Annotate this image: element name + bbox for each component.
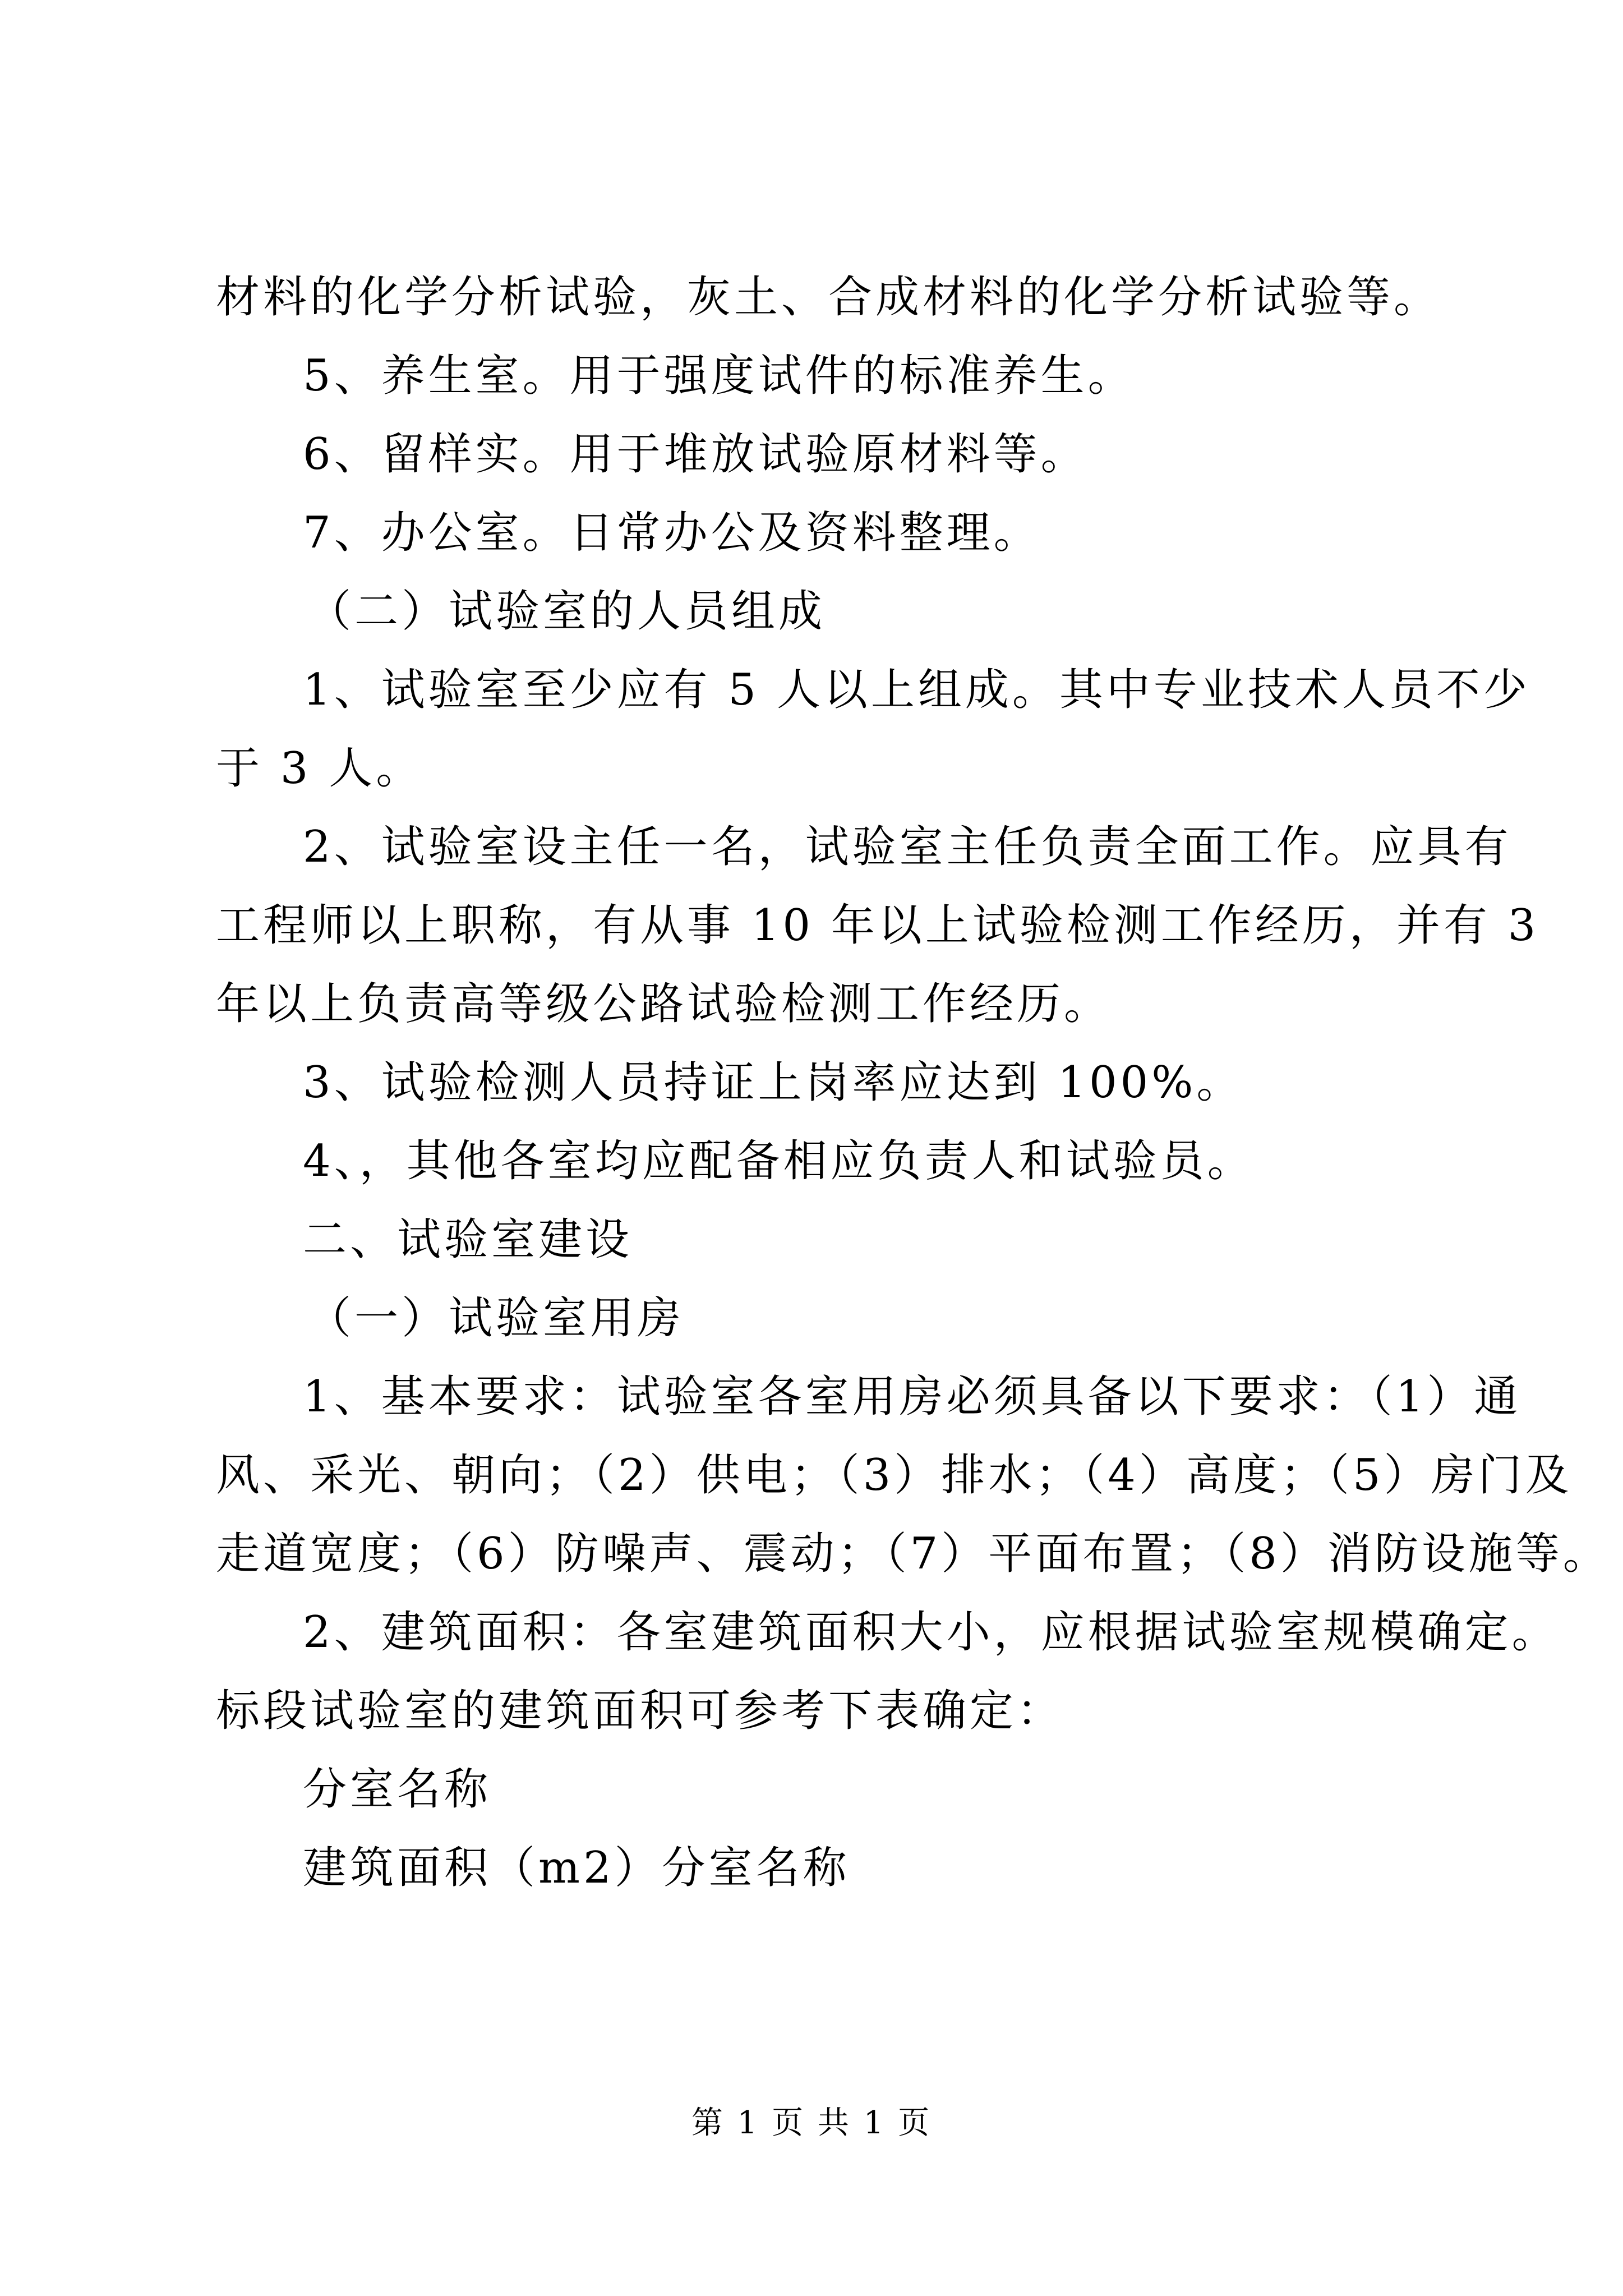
text-line-9: 工程师以上职称，有从事 10 年以上试验检测工作经历，并有 3 [216, 900, 1539, 951]
text-line-3: 6、留样实。用于堆放试验原材料等。 [303, 429, 1088, 480]
text-line-6: 1、试验室至少应有 5 人以上组成。其中专业技术人员不少 [303, 665, 1530, 715]
page-number-footer: 第 1 页 共 1 页 [691, 2105, 932, 2141]
text-line-12: 4、，其他各室均应配备相应负责人和试验员。 [303, 1136, 1255, 1186]
text-line-2: 5、养生室。用于强度试件的标准养生。 [303, 351, 1135, 401]
text-line-19: 标段试验室的建筑面积可参考下表确定： [216, 1686, 1064, 1736]
text-line-16: 风、采光、朝向；（2）供电；（3）排水；（4）高度；（5）房门及 [216, 1450, 1573, 1501]
section-heading-rooms: （一）试验室用房 [307, 1293, 685, 1343]
section-heading-personnel: （二）试验室的人员组成 [307, 586, 826, 637]
text-line-10: 年以上负责高等级公路试验检测工作经历。 [216, 979, 1112, 1029]
text-line-7: 于 3 人。 [216, 743, 423, 794]
text-line-1: 材料的化学分析试验，灰土、合成材料的化学分析试验等。 [216, 272, 1441, 323]
table-label-room-name: 分室名称 [303, 1764, 492, 1815]
text-line-15: 1、基本要求：试验室各室用房必须具备以下要求：（1）通 [303, 1372, 1521, 1422]
table-label-area: 建筑面积（m2）分室名称 [303, 1843, 850, 1893]
text-line-18: 2、建筑面积：各室建筑面积大小，应根据试验室规模确定。 [303, 1607, 1559, 1658]
section-heading-construction: 二、试验室建设 [303, 1214, 633, 1265]
text-line-11: 3、试验检测人员持证上岗率应达到 100%。 [303, 1057, 1244, 1108]
text-line-4: 7、办公室。日常办公及资料整理。 [303, 508, 1041, 558]
text-line-8: 2、试验室设主任一名，试验室主任负责全面工作。应具有 [303, 822, 1512, 872]
text-line-17: 走道宽度；（6）防噪声、震动；（7）平面布置；（8）消防设施等。 [216, 1529, 1610, 1579]
